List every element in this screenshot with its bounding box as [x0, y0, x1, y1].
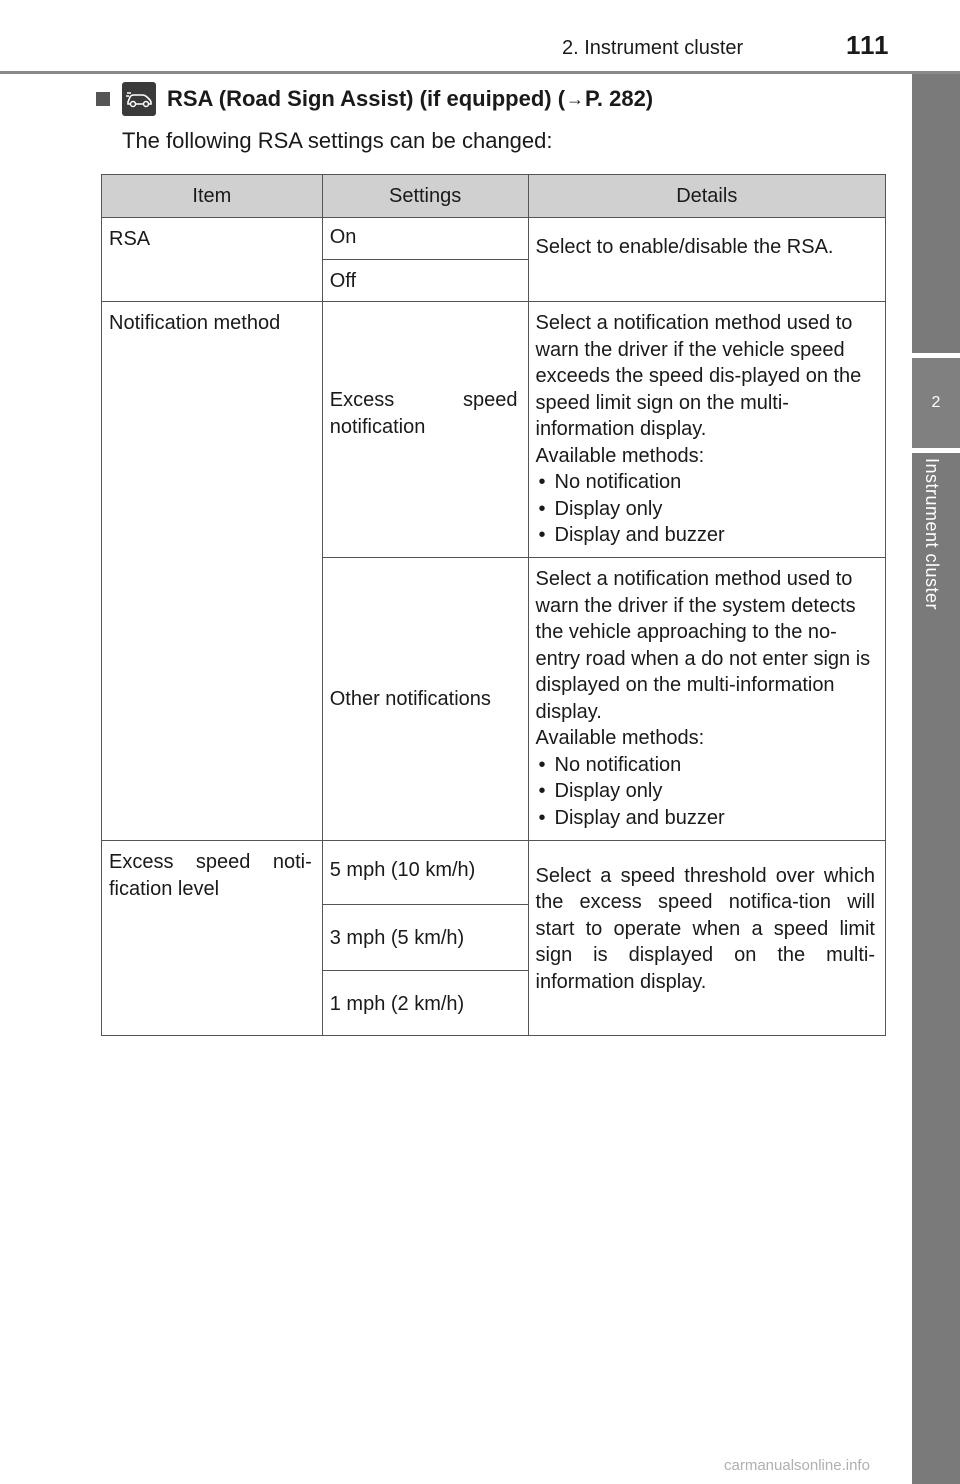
column-header-settings: Settings	[322, 175, 528, 218]
setting-5-mph: 5 mph (10 km/h)	[322, 841, 528, 905]
car-icon	[122, 82, 156, 116]
methods-label: Available methods:	[535, 444, 705, 467]
details-rsa: Select to enable/disable the RSA.	[528, 218, 885, 302]
list-item: • Display and buzzer	[536, 805, 875, 832]
item-rsa: RSA	[102, 218, 323, 302]
reference-arrow-icon: →	[566, 88, 585, 109]
side-tab-upper	[912, 74, 960, 353]
setting-1-mph: 1 mph (2 km/h)	[322, 971, 528, 1036]
header-divider	[0, 71, 960, 74]
column-header-details: Details	[528, 175, 885, 218]
setting-3-mph: 3 mph (5 km/h)	[322, 905, 528, 971]
watermark: carmanualsonline.info	[724, 1457, 870, 1474]
setting-excess-speed-notification: Excess speed notification	[322, 302, 528, 558]
methods-list	[536, 469, 875, 549]
item-notification-method: Notification method	[102, 302, 323, 841]
heading-page-reference: P. 282)	[585, 86, 654, 111]
list-item: • Display only	[536, 778, 875, 805]
table-row	[102, 841, 886, 905]
table-header-row	[102, 175, 886, 218]
details-other-notifications	[528, 558, 885, 841]
details-excess-speed-notification	[528, 302, 885, 558]
list-item: • Display and buzzer	[536, 522, 875, 549]
setting-other-notifications: Other notifications	[322, 558, 528, 841]
running-header-section: 2. Instrument cluster	[562, 37, 744, 59]
list-item: • Display only	[536, 496, 875, 523]
side-tab-chapter-number	[912, 358, 960, 448]
item-excess-speed-notification-level: Excess speed noti-fication level	[102, 841, 323, 1036]
square-bullet-icon	[96, 92, 110, 106]
details-text: Select a notification method used to warn the driver if the system detects the vehicle approaching to the no-entry road when a do not enter sign is displayed on the multi-information display.	[535, 568, 871, 723]
details-text: Select a notification method used to warn the driver if the vehicle speed exceeds the speed dis-played on the speed limit sign on the multi-information display.	[535, 312, 862, 440]
chapter-number: 2	[931, 394, 941, 411]
table-row	[102, 302, 886, 558]
list-item: • No notification	[536, 752, 875, 779]
details-excess-speed-notification-level: Select a speed threshold over which the excess speed notifica-tion will start to operate when a speed limit sign is displayed on the multi-information display.	[528, 841, 885, 1036]
table-row	[102, 218, 886, 260]
side-tab-chapter-label: Instrument cluster	[922, 458, 942, 611]
methods-list	[536, 752, 875, 832]
heading-text: RSA (Road Sign Assist) (if equipped) (	[167, 86, 566, 111]
section-heading	[96, 82, 653, 116]
column-header-item: Item	[102, 175, 323, 218]
rsa-settings-table	[101, 174, 886, 1036]
methods-label: Available methods:	[535, 727, 705, 749]
setting-on: On	[322, 218, 528, 260]
intro-text: The following RSA settings can be changed:	[122, 128, 553, 153]
list-item: • No notification	[536, 469, 875, 496]
page-number: 111	[846, 30, 890, 60]
setting-off: Off	[322, 260, 528, 302]
